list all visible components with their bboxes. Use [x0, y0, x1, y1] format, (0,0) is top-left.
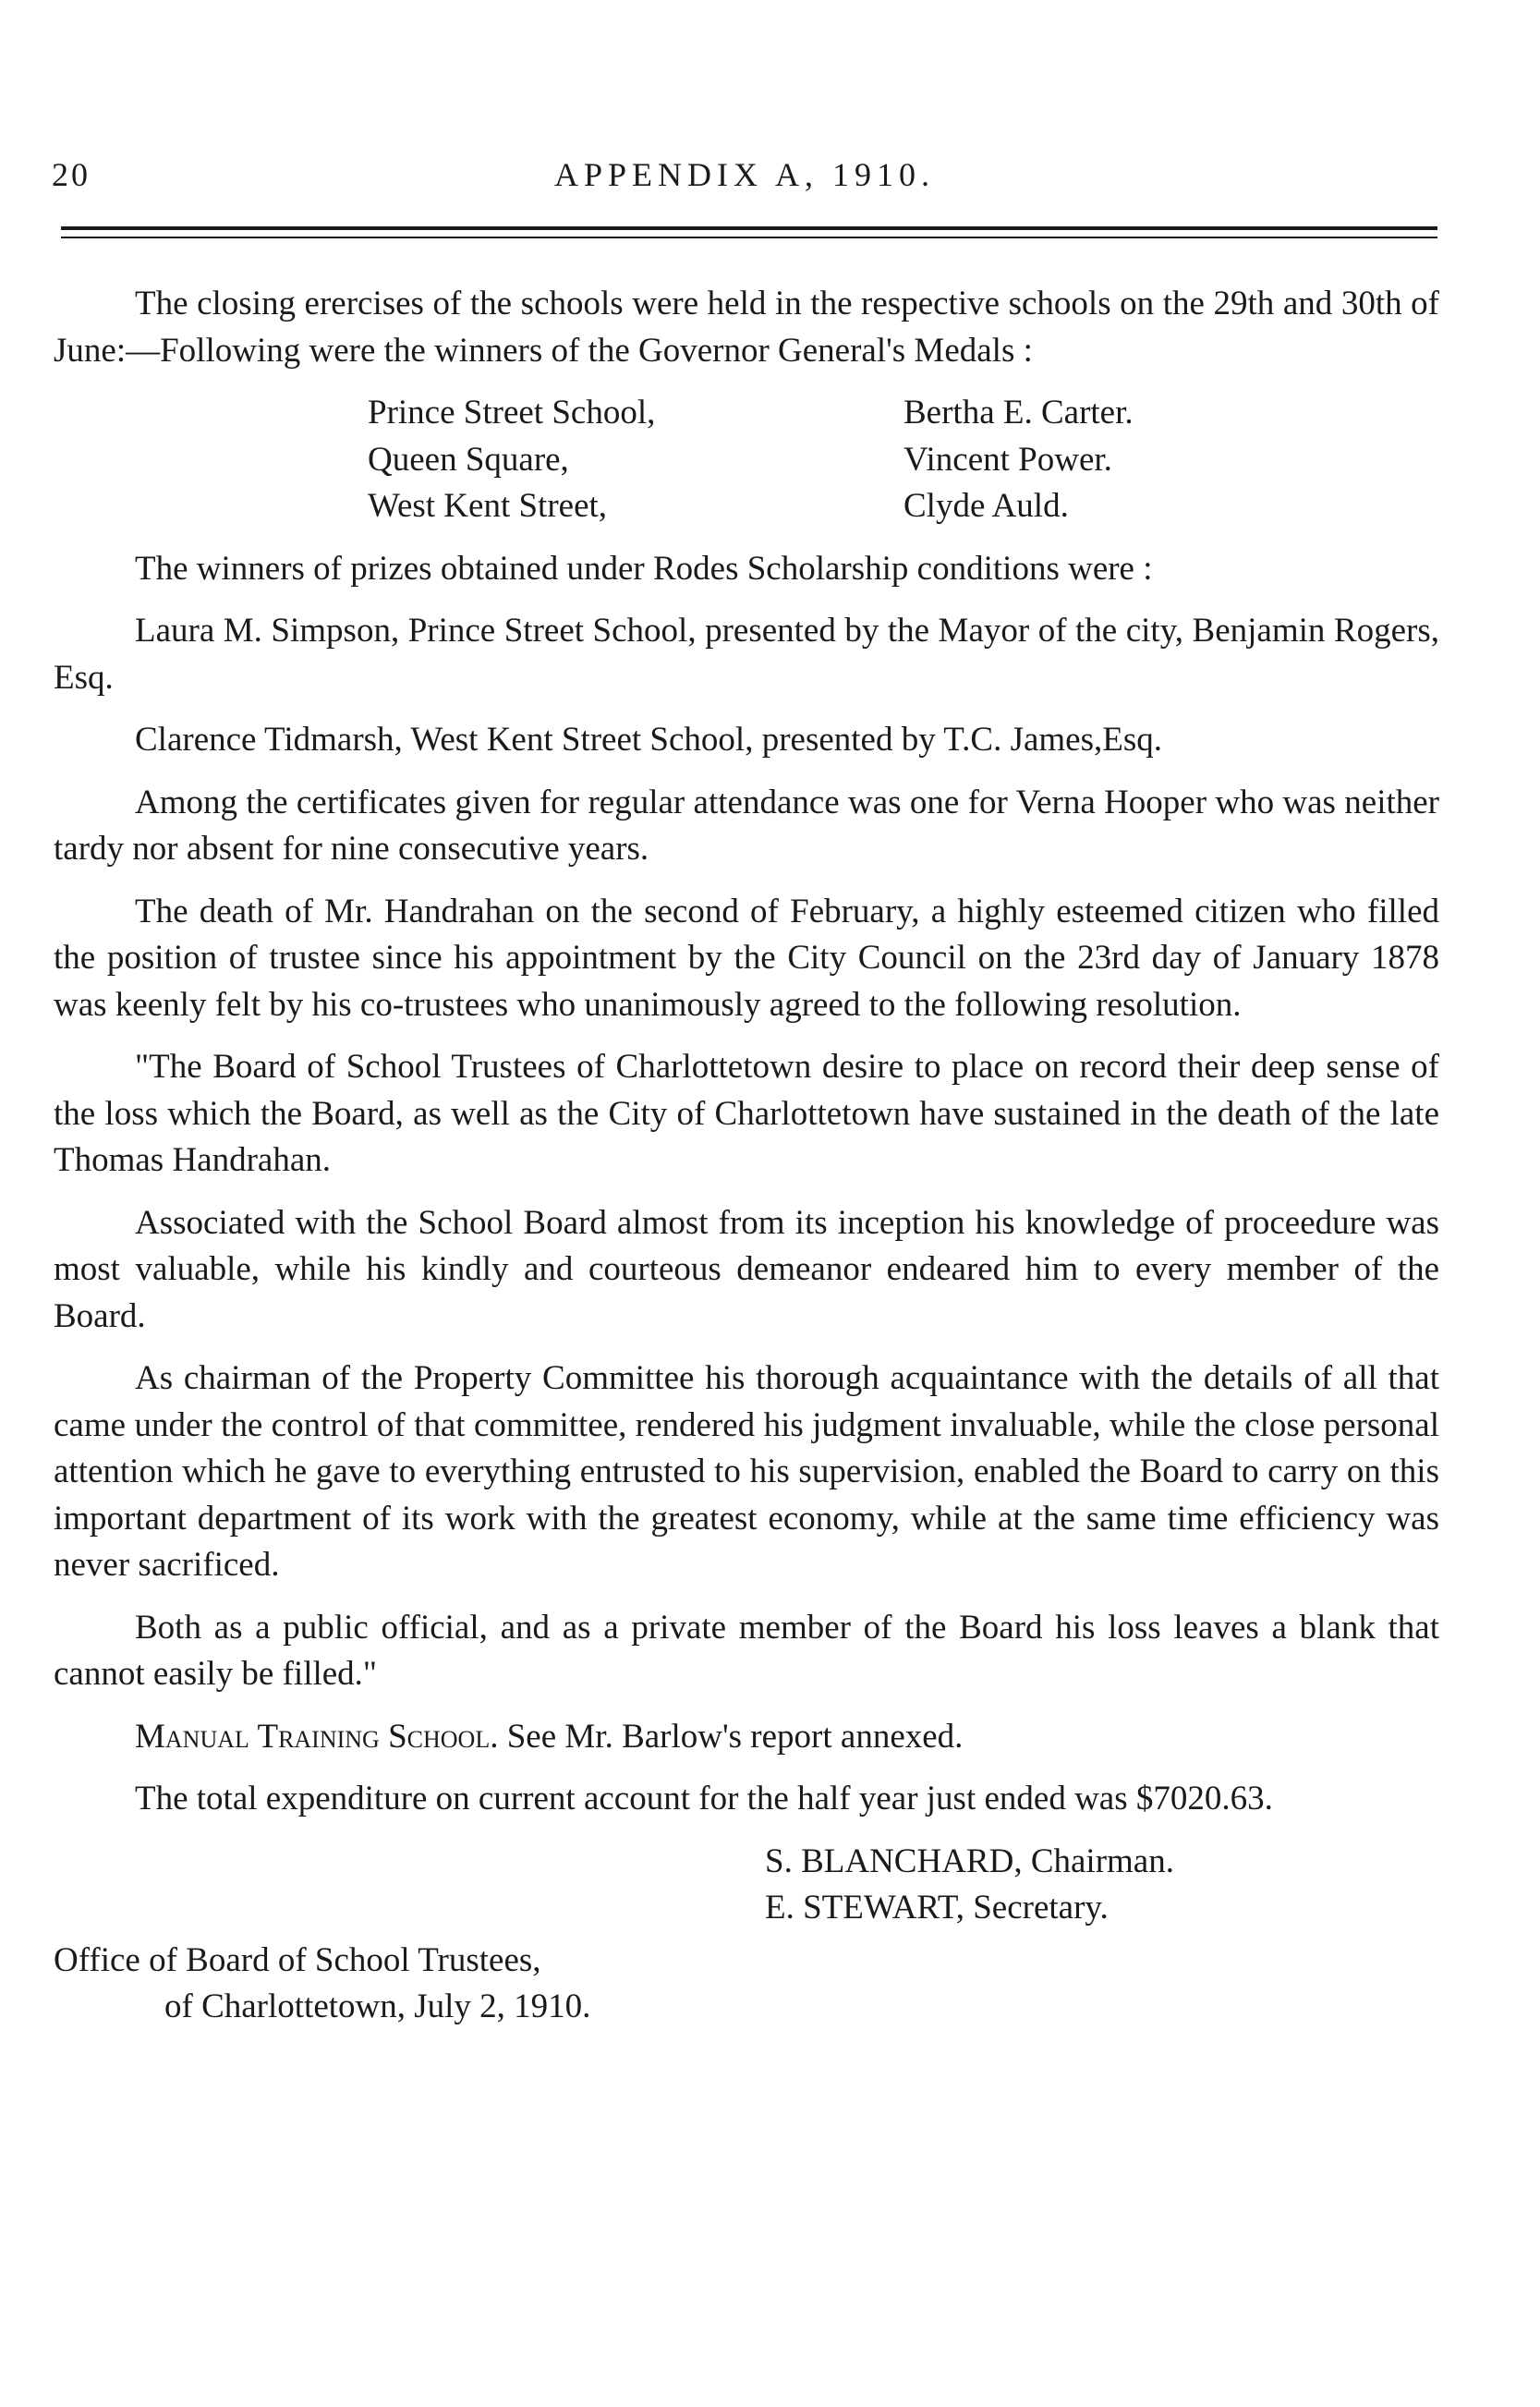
paragraph-resolution-intro: "The Board of School Trustees of Charlottetown desire to place on record their deep sense of the loss which the Board, as well as the City of Charlottetown have sustained in the death of the late Thomas Handrahan. — [54, 1048, 1439, 1179]
signature-secretary: E. STEWART, Secretary. — [765, 1889, 1109, 1927]
header-rule-thick — [61, 226, 1437, 230]
page-header — [52, 155, 1437, 201]
medal-school: West Kent Street, — [368, 487, 608, 525]
paragraph-attendance: Among the certificates given for regular attendance was one for Verna Hooper who was neither tardy nor absent for nine consecutive years. — [54, 783, 1439, 868]
paragraph-resolution-closing: Both as a public official, and as a private member of the Board his loss leaves a blank that cannot easily be filled." — [54, 1608, 1439, 1693]
office-address-block — [54, 1938, 1439, 2031]
office-line-2: of Charlottetown, July 2, 1910. — [164, 1988, 591, 2025]
paragraph-resolution-chairman: As chairman of the Property Committee his thorough acquaintance with the details of all that came under the control of that committee, rendered his judgment invaluable, while the close personal attention which he gave to everything entrusted to his supervision, enabled the Board to carry on this important department of its work with the greatest economy, while at the same time efficiency was never sacrificed. — [54, 1359, 1439, 1584]
medal-row — [54, 437, 1439, 484]
paragraph-prize-simpson: Laura M. Simpson, Prince Street School, presented by the Mayor of the city, Benjamin Rogers, Esq. — [54, 612, 1439, 697]
medal-row — [54, 390, 1439, 437]
manual-training-heading: Manual Training School. — [135, 1717, 499, 1756]
manual-training-text: See Mr. Barlow's report annexed. — [498, 1717, 964, 1756]
medal-row — [54, 483, 1439, 530]
header-rule-thin — [61, 237, 1437, 238]
signature-chairman: S. BLANCHARD, Chairman. — [765, 1842, 1174, 1880]
body-text — [54, 281, 1439, 2031]
office-line-1: Office of Board of School Trustees, — [54, 1940, 541, 1979]
medal-school: Queen Square, — [368, 440, 569, 479]
paragraph-manual-training — [54, 1714, 1439, 1761]
paragraph-closing-exercises: The closing erercises of the schools were held in the respective schools on the 29th and 30th of June:—Following were the winners of the Governor General's Medals : — [54, 285, 1439, 370]
medal-school: Prince Street School, — [368, 394, 656, 432]
medal-winners-list — [54, 390, 1439, 530]
running-head: APPENDIX A, 1910. — [553, 156, 936, 193]
medal-winner: Clyde Auld. — [903, 487, 1069, 525]
paragraph-handrahan-death: The death of Mr. Handrahan on the second of February, a highly esteemed citizen who filled the position of trustee since his appointment by the City Council on the 23rd day of January 1878 was keenly felt by his co-trustees who unanimously agreed to the following resolution. — [54, 892, 1439, 1024]
signatures-block — [54, 1839, 1439, 1932]
medal-winner: Vincent Power. — [903, 440, 1112, 479]
paragraph-resolution-associated: Associated with the School Board almost from its inception his knowledge of proceedure was most valuable, while his kindly and courteous demeanor endeared him to every member of the Board. — [54, 1203, 1439, 1335]
page-number: 20 — [52, 156, 91, 193]
paragraph-prize-winners-intro: The winners of prizes obtained under Rodes Scholarship conditions were : — [135, 549, 1153, 588]
paragraph-expenditure: The total expenditure on current account for the half year just ended was $7020.63. — [135, 1780, 1273, 1817]
paragraph-prize-tidmarsh: Clarence Tidmarsh, West Kent Street School, presented by T.C. James,Esq. — [135, 721, 1163, 759]
medal-winner: Bertha E. Carter. — [903, 394, 1134, 432]
